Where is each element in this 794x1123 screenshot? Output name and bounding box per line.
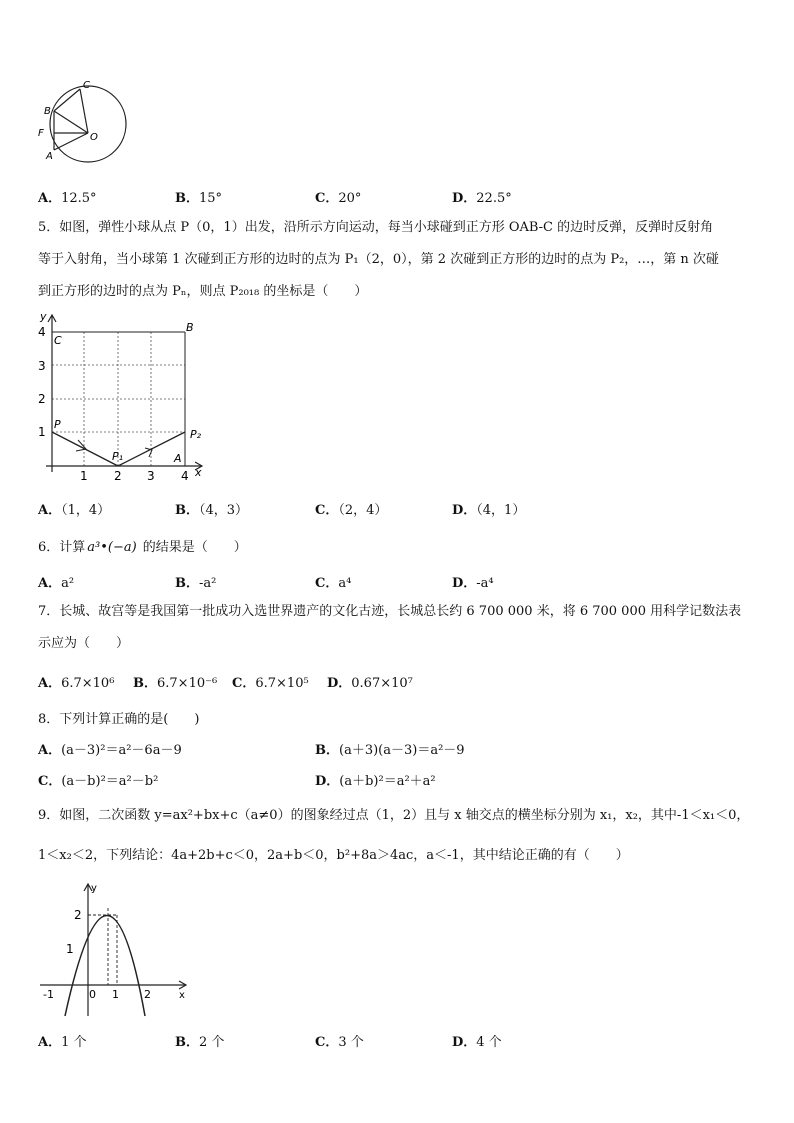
y-tick-3: 3 — [38, 359, 46, 373]
y-axis-label: y — [40, 312, 47, 323]
x-tick-3: 3 — [147, 469, 155, 483]
q9-parabola-figure — [36, 880, 192, 1018]
x-axis-label: x — [179, 990, 185, 1001]
option-letter: B． — [133, 676, 157, 691]
q6-stem — [38, 536, 247, 555]
option-text: （4，3） — [199, 503, 249, 518]
q8-option-d[interactable] — [315, 770, 436, 789]
q8-option-a[interactable] — [38, 739, 182, 758]
option-letter: B． — [175, 576, 199, 591]
q6-option-d[interactable] — [452, 572, 494, 591]
q4-circle-figure — [30, 78, 132, 170]
q8-option-b[interactable] — [315, 739, 465, 758]
option-letter: A． — [38, 576, 62, 591]
option-text: 2 个 — [199, 1035, 225, 1050]
x-tick-neg1: -1 — [43, 988, 54, 1001]
option-letter: C． — [232, 676, 256, 691]
option-letter: A． — [38, 743, 62, 758]
q9-option-a[interactable] — [38, 1031, 87, 1050]
option-text: 22.5° — [476, 191, 512, 206]
option-letter: C． — [38, 774, 62, 789]
q5-option-b[interactable] — [175, 499, 248, 518]
q4-option-b[interactable] — [175, 187, 222, 206]
y-tick-1: 1 — [38, 425, 46, 439]
q5-line-3: 到正方形的边时的点为 Pₙ，则点 P₂₀₁₈ 的坐标是（ ） — [38, 284, 368, 299]
option-letter: D． — [452, 1035, 477, 1050]
label-b: B — [44, 106, 51, 117]
option-text: 3 个 — [338, 1035, 364, 1050]
option-text: -a² — [199, 576, 217, 591]
option-letter: C． — [315, 1035, 339, 1050]
y-tick-1: 1 — [66, 942, 74, 956]
q9-stem — [38, 796, 760, 876]
option-letter: B． — [315, 743, 339, 758]
x-tick-4: 4 — [181, 469, 189, 483]
circle-shape — [50, 86, 126, 162]
option-text: (a＋3)(a－3)＝a²－9 — [339, 743, 465, 758]
q9-option-c[interactable] — [315, 1031, 364, 1050]
q6-suffix: 的结果是（ ） — [142, 540, 247, 555]
x-tick-1: 1 — [80, 469, 88, 483]
option-text: a⁴ — [338, 576, 352, 591]
q7-option-a[interactable] — [38, 672, 114, 691]
option-letter: C． — [315, 576, 339, 591]
label-p1: P₁ — [112, 450, 124, 463]
option-text: （4，1） — [476, 503, 526, 518]
option-text: 6.7×10⁻⁶ — [157, 676, 218, 691]
option-letter: B． — [175, 1035, 199, 1050]
q5-option-d[interactable] — [452, 499, 525, 518]
option-letter: D． — [452, 191, 477, 206]
y-tick-2: 2 — [38, 392, 46, 406]
option-letter: D． — [452, 576, 477, 591]
option-letter: C． — [315, 191, 339, 206]
q5-square-figure — [32, 312, 212, 484]
label-p2: P₂ — [190, 428, 202, 441]
option-letter: D． — [327, 676, 352, 691]
x-tick-1: 1 — [112, 988, 119, 1001]
x-tick-0: 0 — [89, 988, 96, 1001]
q9-option-d[interactable] — [452, 1031, 502, 1050]
q7-option-d[interactable] — [327, 672, 413, 691]
option-letter: B． — [175, 191, 199, 206]
q7-line-1: 7．长城、故宫等是我国第一批成功入选世界遗产的文化古迹，长城总长约 6 700 000 米，将 6 700 000 用科学记数法表 — [38, 604, 742, 619]
label-a: A — [46, 151, 53, 162]
q6-option-a[interactable] — [38, 572, 74, 591]
option-letter: B． — [175, 503, 199, 518]
q7-stem — [38, 596, 760, 660]
option-letter: C． — [315, 503, 339, 518]
option-text: (a－3)²＝a²－6a－9 — [61, 743, 182, 758]
option-text: -a⁴ — [476, 576, 494, 591]
label-p: P — [54, 418, 61, 431]
option-text: 15° — [199, 191, 223, 206]
q5-stem — [38, 212, 760, 308]
option-text: 12.5° — [61, 191, 97, 206]
label-a: A — [174, 452, 182, 465]
option-text: 1 个 — [61, 1035, 87, 1050]
q6-expression: a³•(−a) — [87, 540, 137, 555]
q5-option-a[interactable] — [38, 499, 110, 518]
q8-option-c[interactable] — [38, 770, 158, 789]
option-letter: A． — [38, 191, 62, 206]
q7-option-c[interactable] — [232, 672, 309, 691]
option-letter: A． — [38, 1035, 62, 1050]
q5-line-1: 5．如图，弹性小球从点 P（0，1）出发，沿所示方向运动，每当小球碰到正方形 OAB-C 的边时反弹，反弹时反射角 — [38, 220, 714, 235]
option-text: （2，4） — [338, 503, 388, 518]
parabola-curve — [65, 916, 145, 1017]
q7-option-b[interactable] — [133, 672, 217, 691]
label-o: O — [90, 132, 98, 143]
option-letter: A． — [38, 676, 62, 691]
x-axis-label: x — [195, 466, 202, 479]
option-letter: A． — [38, 503, 62, 518]
label-f: F — [38, 128, 44, 139]
q6-prefix: 6．计算 — [38, 540, 86, 555]
q4-option-c[interactable] — [315, 187, 361, 206]
option-text: (a－b)²＝a²－b² — [61, 774, 159, 789]
y-axis-label: y — [91, 883, 97, 894]
q9-option-b[interactable] — [175, 1031, 224, 1050]
q8-stem: 8．下列计算正确的是( ) — [38, 712, 200, 727]
y-tick-4: 4 — [38, 325, 46, 339]
x-tick-2: 2 — [144, 988, 151, 1001]
q6-option-c[interactable] — [315, 572, 351, 591]
option-text: 20° — [338, 191, 362, 206]
option-text: 4 个 — [476, 1035, 502, 1050]
option-text: 6.7×10⁵ — [255, 676, 309, 691]
q7-line-2: 示应为（ ） — [38, 636, 130, 651]
q5-option-c[interactable] — [315, 499, 387, 518]
x-tick-2: 2 — [114, 469, 122, 483]
option-text: （1，4） — [61, 503, 111, 518]
q5-line-2: 等于入射角，当小球第 1 次碰到正方形的边时的点为 P₁（2，0），第 2 次碰到正方形的边时的点为 P₂，…，第 n 次碰 — [38, 252, 719, 267]
option-text: a² — [61, 576, 75, 591]
label-c: C — [83, 80, 90, 91]
option-text: 0.67×10⁷ — [351, 676, 413, 691]
option-text: (a＋b)²＝a²＋a² — [339, 774, 436, 789]
label-b: B — [186, 321, 194, 334]
q9-line-1: 9．如图，二次函数 y=ax²+bx+c（a≠0）的图象经过点（1，2）且与 x 轴交点的横坐标分别为 x₁，x₂，其中-1＜x₁＜0， — [38, 808, 750, 823]
q9-line-2: 1＜x₂＜2，下列结论：4a+2b+c＜0，2a+b＜0，b²+8a＞4ac，a＜-1，其中结论正确的有（ ） — [38, 848, 629, 863]
y-tick-2: 2 — [74, 908, 82, 922]
option-letter: D． — [315, 774, 340, 789]
q4-option-a[interactable] — [38, 187, 97, 206]
option-text: 6.7×10⁶ — [61, 676, 115, 691]
label-c: C — [54, 334, 62, 347]
q4-option-d[interactable] — [452, 187, 512, 206]
option-letter: D． — [452, 503, 477, 518]
q6-option-b[interactable] — [175, 572, 216, 591]
